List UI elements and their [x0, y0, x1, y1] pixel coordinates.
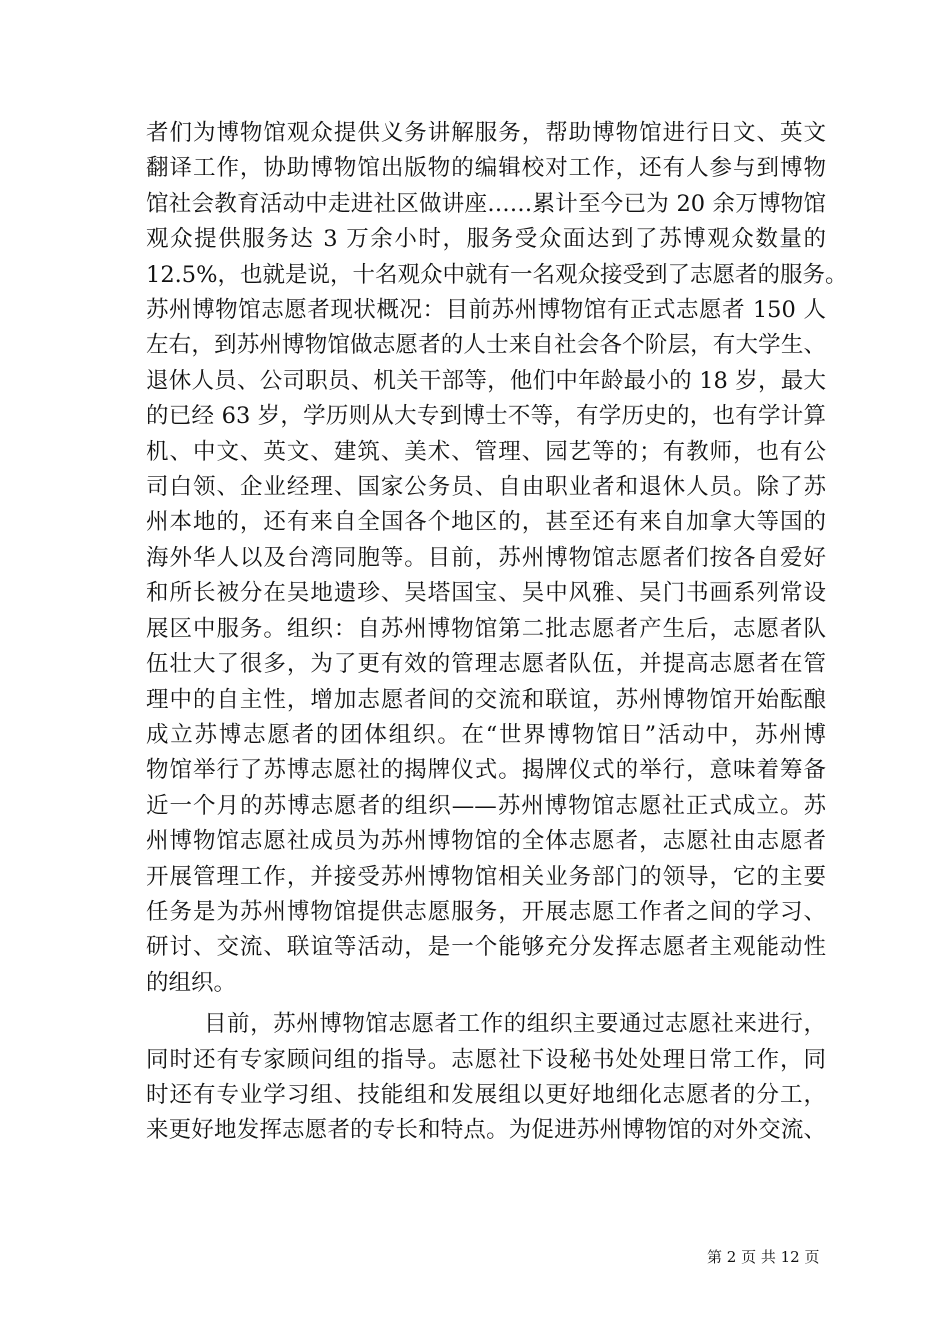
text-line: 退休人员、公司职员、机关干部等，他们中年龄最小的 18 岁，最大 [146, 367, 826, 394]
text-line: 开展管理工作，并接受苏州博物馆相关业务部门的领导，它的主要 [146, 863, 826, 890]
text-line: 时还有专业学习组、技能组和发展组以更好地细化志愿者的分工， [146, 1081, 826, 1108]
text-line: 任务是为苏州博物馆提供志愿服务，开展志愿工作者之间的学习、 [146, 898, 826, 925]
text-line: 展区中服务。组织：自苏州博物馆第二批志愿者产生后，志愿者队 [146, 615, 826, 642]
paragraph-2 [146, 1007, 826, 1149]
text-line: 近一个月的苏博志愿者的组织——苏州博物馆志愿社正式成立。苏 [146, 792, 826, 819]
text-line: 的组织。 [146, 969, 237, 996]
text-line: 左右，到苏州博物馆做志愿者的人士来自社会各个阶层，有大学生、 [146, 332, 826, 359]
text-line: 海外华人以及台湾同胞等。目前，苏州博物馆志愿者们按各自爱好 [146, 544, 826, 571]
text-line: 观众提供服务达 3 万余小时，服务受众面达到了苏博观众数量的 [146, 226, 826, 253]
text-line: 来更好地发挥志愿者的专长和特点。为促进苏州博物馆的对外交流、 [146, 1117, 826, 1144]
text-line: 州本地的，还有来自全国各个地区的，甚至还有来自加拿大等国的 [146, 509, 826, 536]
paragraph-1 [146, 116, 848, 1001]
text-line: 理中的自主性，增加志愿者间的交流和联谊，苏州博物馆开始酝酿 [146, 686, 826, 713]
page-number: 第 2 页 共 12 页 [707, 1248, 820, 1266]
text-line: 物馆举行了苏博志愿社的揭牌仪式。揭牌仪式的举行，意味着筹备 [146, 757, 826, 784]
text-line: 机、中文、英文、建筑、美术、管理、园艺等的；有教师，也有公 [146, 438, 826, 465]
text-line: 同时还有专家顾问组的指导。志愿社下设秘书处处理日常工作，同 [146, 1046, 826, 1073]
text-line: 者们为博物馆观众提供义务讲解服务，帮助博物馆进行日文、英文 [146, 120, 826, 146]
text-line: 伍壮大了很多，为了更有效的管理志愿者队伍，并提高志愿者在管 [146, 651, 826, 678]
text-line: 州博物馆志愿社成员为苏州博物馆的全体志愿者，志愿社由志愿者 [146, 828, 826, 855]
text-line: 研讨、交流、联谊等活动，是一个能够充分发挥志愿者主观能动性 [146, 934, 826, 961]
text-line: 和所长被分在吴地遗珍、吴塔国宝、吴中风雅、吴门书画系列常设 [146, 580, 826, 607]
text-line: 的已经 63 岁，学历则从大专到博士不等，有学历史的，也有学计算 [146, 403, 826, 430]
text-line: 司白领、企业经理、国家公务员、自由职业者和退休人员。除了苏 [146, 474, 826, 501]
text-line: 12.5%，也就是说，十名观众中就有一名观众接受到了志愿者的服务。 [146, 261, 848, 288]
text-line: 目前，苏州博物馆志愿者工作的组织主要通过志愿社来进行， [204, 1011, 826, 1038]
text-line: 馆社会教育活动中走进社区做讲座……累计至今已为 20 余万博物馆 [146, 190, 826, 217]
text-line: 成立苏博志愿者的团体组织。在“世界博物馆日”活动中，苏州博 [146, 721, 826, 748]
text-line: 翻译工作，协助博物馆出版物的编辑校对工作，还有人参与到博物 [146, 155, 826, 182]
body-text [146, 116, 848, 1149]
text-line: 苏州博物馆志愿者现状概况：目前苏州博物馆有正式志愿者 150 人 [146, 297, 826, 324]
